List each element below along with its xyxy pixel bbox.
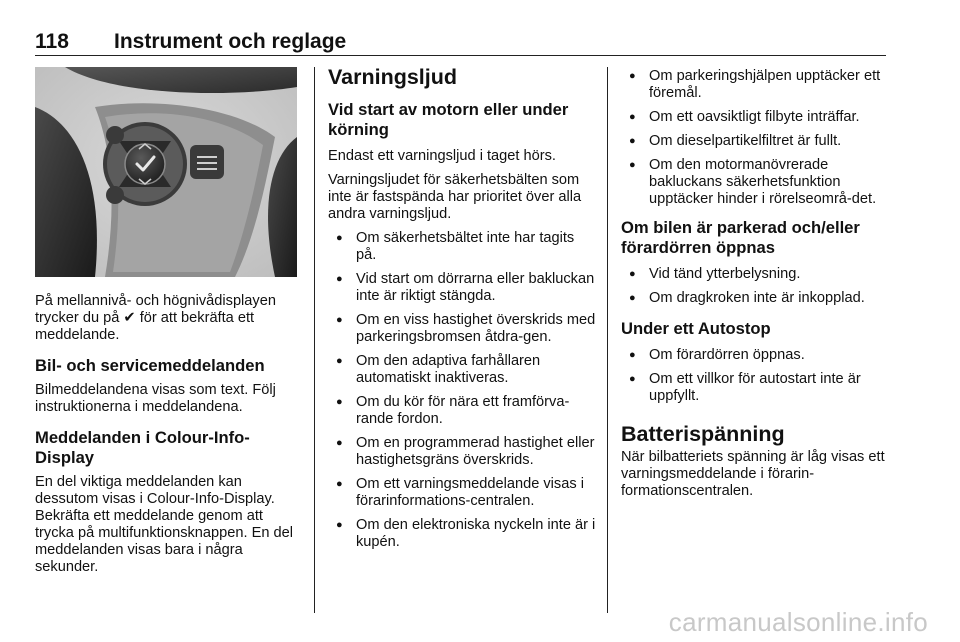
list-item: ● Om dragkroken inte är inkopplad. xyxy=(621,290,889,307)
paragraph-colour-info-display: En del viktiga meddelanden kan dessutom visas i Colour-Info-Display. Bekräfta ett meddelande genom att trycka på multifunktionsknappen. En del meddelanden visas bara i några sekunder. xyxy=(35,474,293,575)
heading-engine-start: Vid start av motorn eller under körning xyxy=(328,100,569,139)
list-item: ● Om den motormanövrerade bakluckans säkerhetsfunktion upptäcker hinder i rörelseområ-det. xyxy=(621,157,889,208)
list-item: ● Om dieselpartikelfiltret är fullt. xyxy=(621,133,889,150)
heading-varningsljud: Varningsljud xyxy=(328,65,458,89)
heading-colour-info-display: Meddelanden i Colour-Info-Display xyxy=(35,428,250,467)
page-number: 118 xyxy=(35,30,69,53)
column-left xyxy=(35,293,303,576)
warning-sound-list xyxy=(328,230,596,551)
parked-list xyxy=(621,266,889,307)
list-item: ● Om ett villkor för autostart inte är uppfyllt. xyxy=(621,371,889,405)
heading-parked: Om bilen är parkerad och/eller förardörren öppnas xyxy=(621,218,860,257)
column-divider-1 xyxy=(314,67,315,613)
warning-sound-list-cont xyxy=(621,68,889,208)
paragraph-seatbelt-priority: Varningsljudet för säkerhetsbälten som inte är fastspända har prioritet över alla andra varningsljud. xyxy=(328,172,582,222)
list-item: ● Om parkeringshjälpen upptäcker ett föremål. xyxy=(621,68,889,102)
list-item: ● Vid start om dörrarna eller bakluckan inte är riktigt stängda. xyxy=(328,271,596,305)
list-item: ● Om ett varningsmeddelande visas i förarinformations-centralen. xyxy=(328,476,596,510)
list-item: ● Om säkerhetsbältet inte har tagits på. xyxy=(328,230,596,264)
heading-battery-voltage: Batterispänning xyxy=(621,422,785,446)
header-rule xyxy=(35,55,886,56)
paragraph-battery-voltage: När bilbatteriets spänning är låg visas ett varningsmeddelande i förarin-formationscentralen. xyxy=(621,449,885,499)
heading-autostop: Under ett Autostop xyxy=(621,319,771,338)
paragraph-one-sound: Endast ett varningsljud i taget hörs. xyxy=(328,148,556,164)
list-item: ● Om den elektroniska nyckeln inte är i kupén. xyxy=(328,517,596,551)
list-item: ● Om ett oavsiktligt filbyte inträffar. xyxy=(621,109,889,126)
list-item: ● Om den adaptiva farhållaren automatiskt inaktiveras. xyxy=(328,353,596,387)
steering-wheel-illustration xyxy=(35,67,297,277)
running-title: Instrument och reglage xyxy=(114,30,347,53)
intro-paragraph: På mellannivå- och högnivådisplayen trycker du på ✔ för att bekräfta ett meddelande. xyxy=(35,293,276,343)
list-item: ● Om en viss hastighet överskrids med parkeringsbromsen åtdra-gen. xyxy=(328,312,596,346)
heading-service-messages: Bil- och servicemeddelanden xyxy=(35,356,265,375)
column-right xyxy=(621,68,889,500)
list-item: ● Om du kör för nära ett framförva-rande fordon. xyxy=(328,394,596,428)
list-item: ● Vid tänd ytterbelysning. xyxy=(621,266,889,283)
list-item: ● Om förardörren öppnas. xyxy=(621,347,889,364)
watermark: carmanualsonline.info xyxy=(668,607,928,637)
column-divider-2 xyxy=(607,67,608,613)
list-item: ● Om en programmerad hastighet eller hastighetsgräns överskrids. xyxy=(328,435,596,469)
paragraph-service-messages: Bilmeddelandena visas som text. Följ instruktionerna i meddelandena. xyxy=(35,382,276,415)
autostop-list xyxy=(621,347,889,405)
column-middle xyxy=(328,64,596,551)
